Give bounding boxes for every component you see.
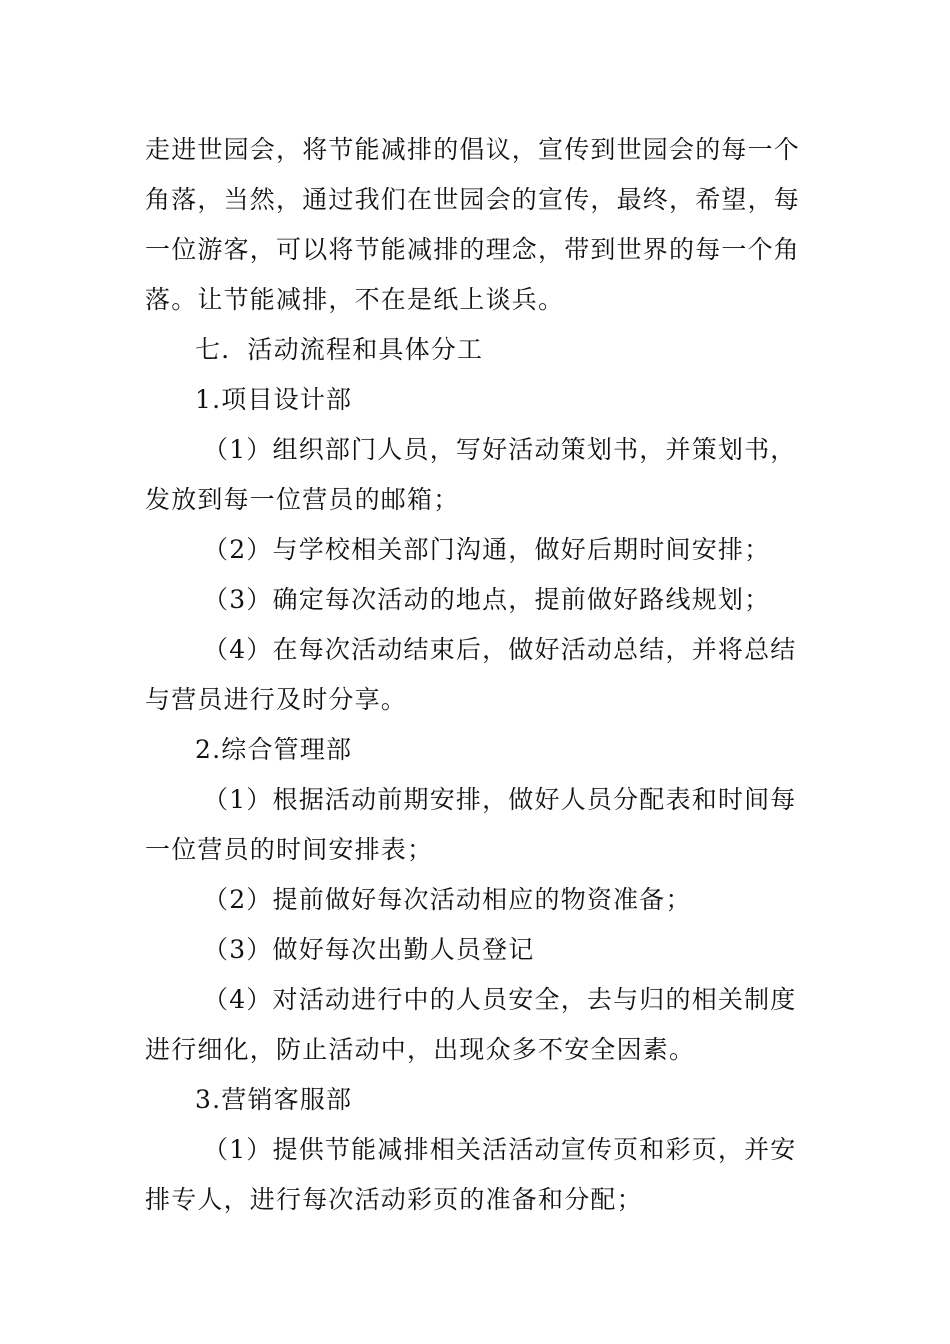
list-item: （4）对活动进行中的人员安全，去与归的相关制度进行细化，防止活动中，出现众多不安全因素。: [145, 985, 797, 1064]
section-heading: 七．活动流程和具体分工: [195, 335, 484, 364]
list-item: （3）做好每次出勤人员登记: [203, 935, 535, 964]
list-item: （2）与学校相关部门沟通，做好后期时间安排；: [203, 535, 771, 564]
list-item: （3）确定每次活动的地点，提前做好路线规划；: [203, 585, 771, 614]
document-body: [145, 125, 810, 1225]
list-item: （1）提供节能减排相关活活动宣传页和彩页，并安排专人，进行每次活动彩页的准备和分配；: [145, 1135, 797, 1214]
subsection-heading: 1.项目设计部: [195, 385, 353, 414]
subsection-heading: 2.综合管理部: [195, 735, 353, 764]
body-paragraph: 走进世园会，将节能减排的倡议，宣传到世园会的每一个角落，当然，通过我们在世园会的宣传，最终，希望，每一位游客，可以将节能减排的理念，带到世界的每一个角落。让节能减排，不在是纸上谈兵。: [145, 135, 801, 314]
list-item: （1）根据活动前期安排，做好人员分配表和时间每一位营员的时间安排表；: [145, 785, 797, 864]
list-item: （4）在每次活动结束后，做好活动总结，并将总结与营员进行及时分享。: [145, 635, 797, 714]
list-item: （1）组织部门人员，写好活动策划书，并策划书，发放到每一位营员的邮箱；: [145, 435, 797, 514]
list-item: （2）提前做好每次活动相应的物资准备；: [203, 885, 692, 914]
subsection-heading: 3.营销客服部: [195, 1085, 353, 1114]
